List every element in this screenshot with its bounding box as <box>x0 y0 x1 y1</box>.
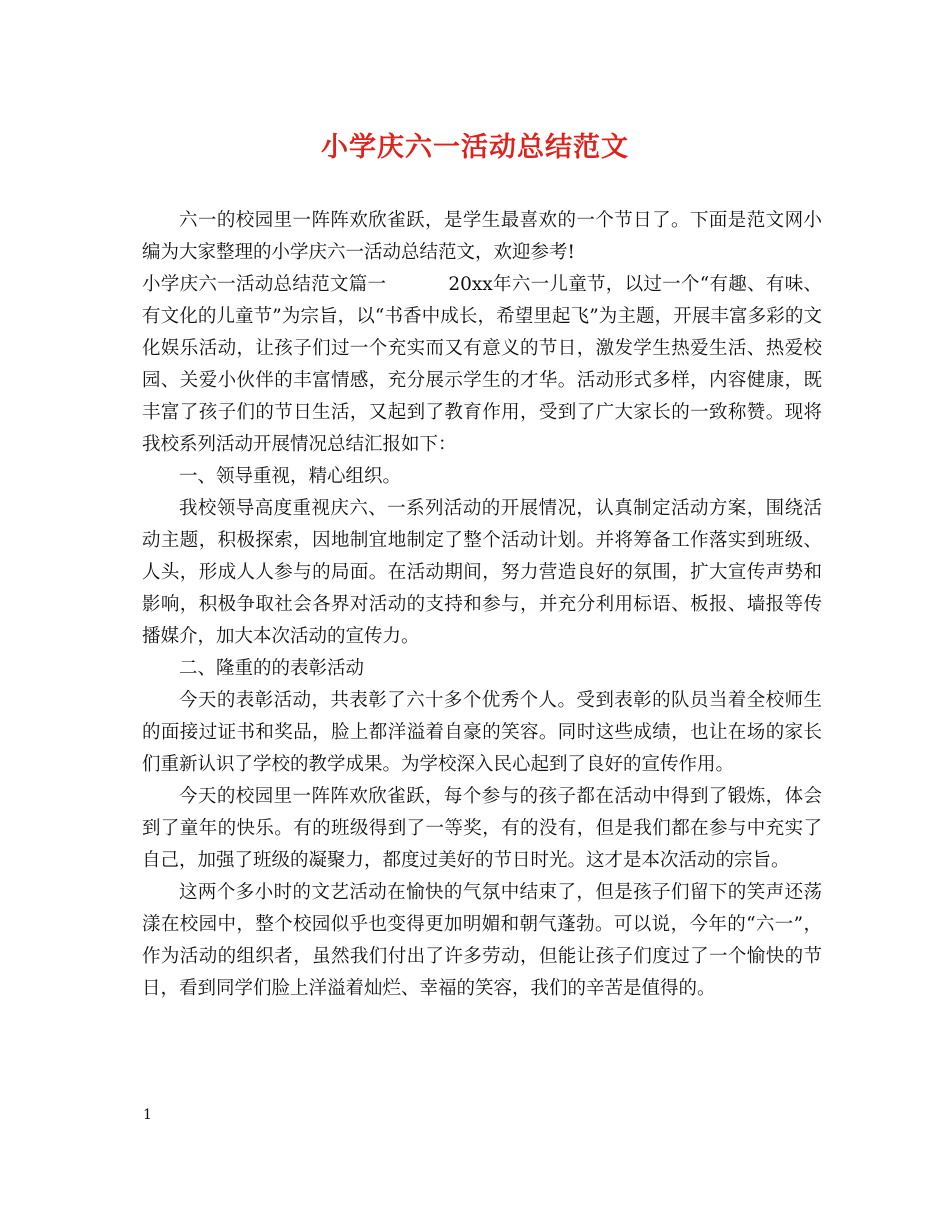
heading-awards: 二、隆重的的表彰活动 <box>179 658 365 679</box>
intro-paragraph: 六一的校园里一阵阵欢欣雀跃，是学生最喜欢的一个节日了。下面是范文网小编为大家整理的小学庆六一活动总结范文，欢迎参考! <box>142 210 822 263</box>
section-heading: 小学庆六一活动总结范文篇一 <box>142 274 387 295</box>
section-first-text: 20xx年六一儿童节，以过一个“有趣、有味、有文化的儿童节”为宗旨，以“书香中成长，希望里起飞”为主题，开展丰富多彩的文化娱乐活动，让孩子们过一个充实而又有意义的节日，激发学生热爱生活、热爱校园、关爱小伙伴的丰富情感，充分展示学生的才华。活动形式多样，内容健康，既丰富了孩子们的节日生活，又起到了教育作用，受到了广大家长的一致称赞。现将我校系列活动开展情况总结汇报如下： <box>142 274 822 455</box>
paragraph-campus: 今天的校园里一阵阵欢欣雀跃，每个参与的孩子都在活动中得到了锻炼，体会到了童年的快乐。有的班级得到了一等奖，有的没有，但是我们都在参与中充实了自己，加强了班级的凝聚力，都度过美好的节日时光。这才是本次活动的宗旨。 <box>142 786 822 871</box>
document-title: 小学庆六一活动总结范文 <box>321 132 629 163</box>
page-number: 1 <box>143 1107 152 1123</box>
document-body <box>142 205 822 1005</box>
paragraph-leadership: 我校领导高度重视庆六、一系列活动的开展情况，认真制定活动方案，围绕活动主题，积极探索，因地制宜地制定了整个活动计划。并将筹备工作落实到班级、人头，形成人人参与的局面。在活动期间，努力营造良好的氛围，扩大宣传声势和影响，积极争取社会各界对活动的支持和参与，并充分利用标语、板报、墙报等传播媒介，加大本次活动的宣传力。 <box>142 498 822 647</box>
heading-leadership: 一、领导重视，精心组织。 <box>179 466 402 487</box>
paragraph-conclusion: 这两个多小时的文艺活动在愉快的气氛中结束了，但是孩子们留下的笑声还荡漾在校园中，整个校园似乎也变得更加明媚和朝气蓬勃。可以说，今年的“六一”，作为活动的组织者，虽然我们付出了许多劳动，但能让孩子们度过了一个愉快的节日，看到同学们脸上洋溢着灿烂、幸福的笑容，我们的辛苦是值得的。 <box>142 882 822 999</box>
section-first-paragraph <box>142 269 822 461</box>
paragraph-awards: 今天的表彰活动，共表彰了六十多个优秀个人。受到表彰的队员当着全校师生的面接过证书和奖品，脸上都洋溢着自豪的笑容。同时这些成绩，也让在场的家长们重新认识了学校的教学成果。为学校深入民心起到了良好的宣传作用。 <box>142 690 822 775</box>
